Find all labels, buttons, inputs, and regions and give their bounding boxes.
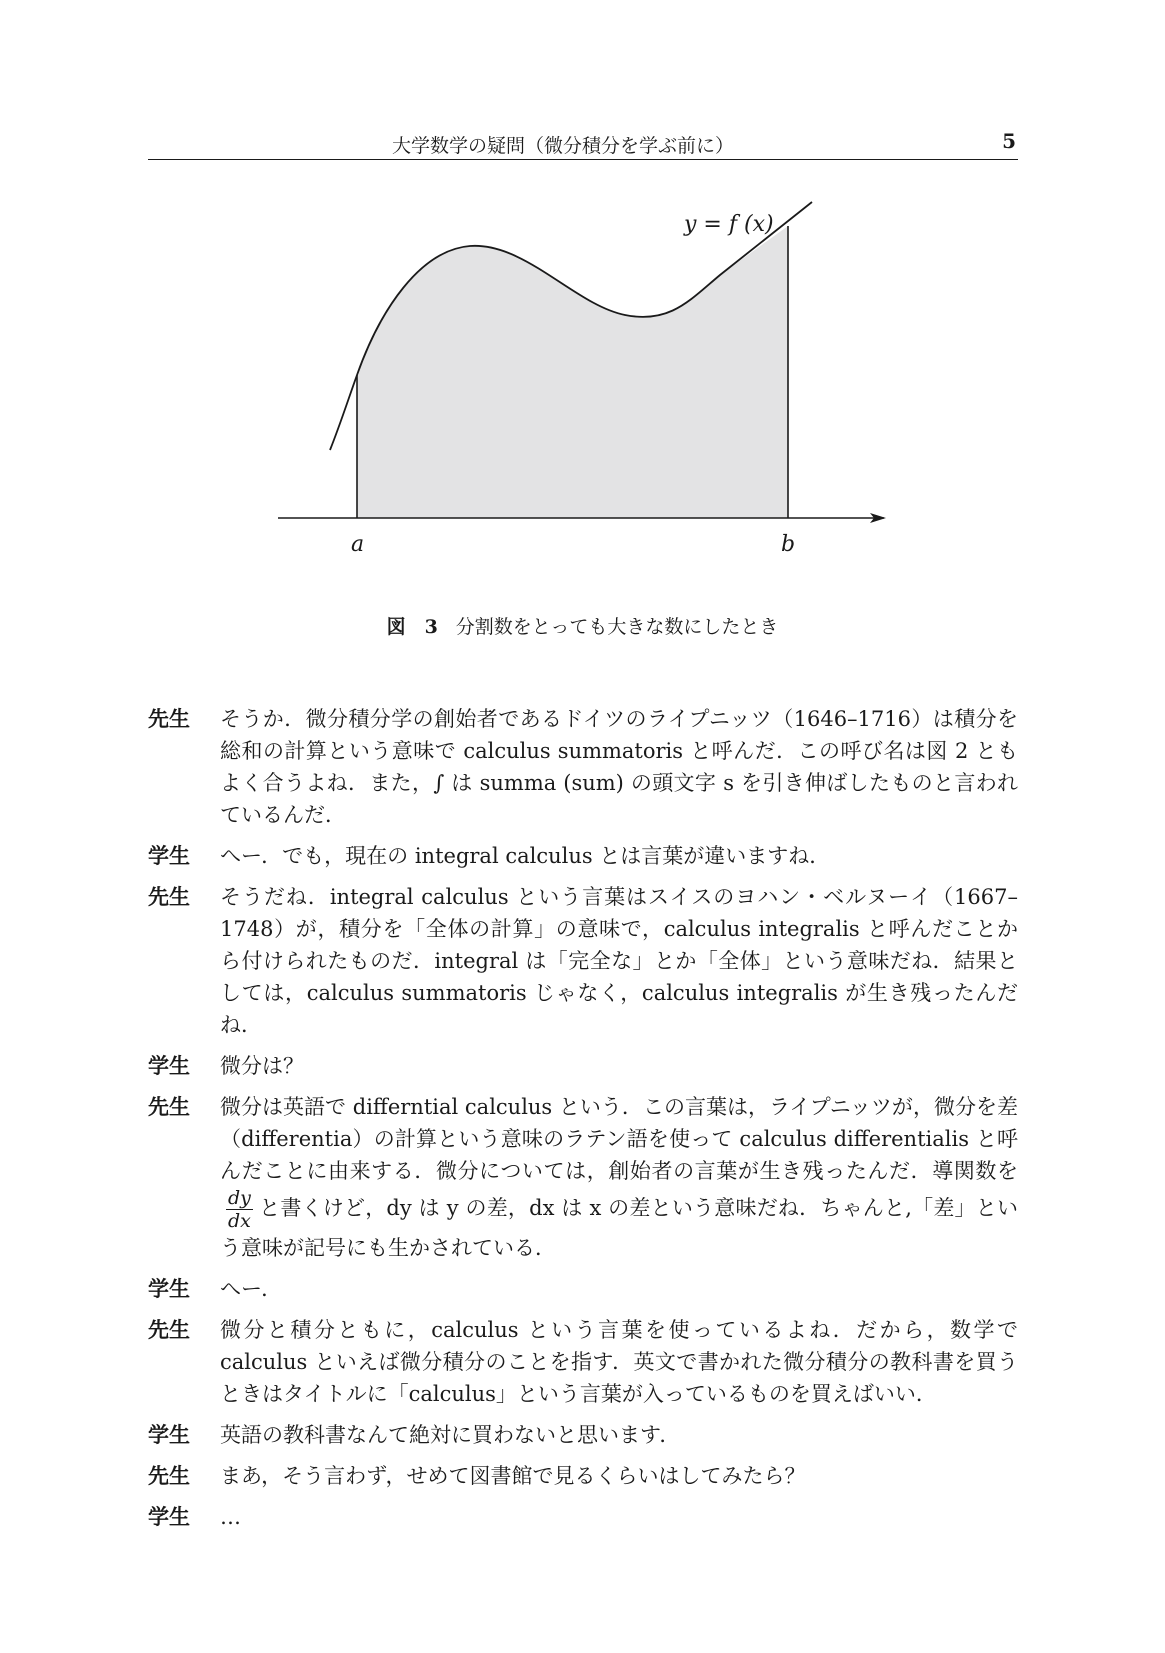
figure-area-under-curve	[0, 180, 1165, 580]
speaker-label: 学生	[148, 1054, 190, 1078]
speaker-label: 先生	[148, 1464, 190, 1488]
dialogue-turn	[148, 1273, 1018, 1305]
dialogue-turn	[148, 881, 1018, 1041]
speaker-label: 学生	[148, 844, 190, 868]
running-title: 大学数学の疑問（微分積分を学ぶ前に）	[391, 135, 734, 157]
speaker-label: 学生	[148, 1423, 190, 1447]
dialogue-turn	[148, 703, 1018, 831]
speech-text	[220, 1091, 1018, 1264]
dialogue	[148, 703, 1018, 1542]
caption-text: 分割数をとっても大きな数にしたとき	[455, 616, 779, 638]
running-head	[148, 127, 1018, 160]
figure-graphic	[0, 180, 1165, 580]
fraction-numerator: dy	[228, 1187, 251, 1209]
figure-caption	[0, 612, 1165, 639]
speaker-label: 先生	[148, 885, 190, 909]
speaker-label: 学生	[148, 1277, 190, 1301]
speech-text: へー．	[220, 1277, 283, 1301]
speech-text: そうだね．integral calculus という言葉はスイスのヨハン・ベルヌーイ（1667–1748）が，積分を「全体の計算」の意味で，calculus integralis と呼んだことから付けられたものだ．integral は「完全な」とか「全体」という意味だね．結果としては，calculus summatoris じゃなく，calculus integralis が生き残ったんだね．	[220, 885, 1018, 1037]
label-b: b	[781, 532, 796, 557]
dialogue-turn	[148, 1419, 1018, 1451]
speaker-label: 先生	[148, 1318, 190, 1342]
speech-text: 微分と積分ともに，calculus という言葉を使っているよね．だから，数学で calculus といえば微分積分のことを指す．英文で書かれた微分積分の教科書を買うときはタイトルに「calculus」という言葉が入っているものを買えばいい．	[220, 1318, 1018, 1406]
speaker-label: 学生	[148, 1505, 190, 1529]
curve-label: y = f (x)	[684, 212, 774, 237]
dialogue-turn	[148, 1091, 1018, 1264]
speech-text: …	[220, 1505, 241, 1529]
speech-text-after: と書くけど，dy は y の差，dx は x の差という意味だね．ちゃんと,「差」という意味が記号にも生かされている．	[220, 1196, 1018, 1260]
dialogue-turn	[148, 1050, 1018, 1082]
fraction-denominator: dx	[228, 1210, 251, 1232]
caption-number: 図 3	[386, 616, 438, 638]
speaker-label: 先生	[148, 1095, 190, 1119]
speech-text: 英語の教科書なんて絶対に買わないと思います．	[220, 1423, 681, 1447]
speech-text: そうか．微分積分学の創始者であるドイツのライプニッツ（1646–1716）は積分を総和の計算という意味で calculus summatoris と呼んだ．この呼び名は図 2 ともよく合うよね．また，∫ は summa (sum) の頭文字 s を引き伸ばしたものと言われているんだ．	[220, 707, 1018, 827]
speaker-label: 先生	[148, 707, 190, 731]
speech-text-before: 微分は英語で differntial calculus という．この言葉は，ライプニッツが，微分を差（differentia）の計算という意味のラテン語を使って calculus differentialis と呼んだことに由来する．微分については，創始者の言葉が生き残ったんだ．導関数を	[220, 1095, 1018, 1183]
dialogue-turn	[148, 840, 1018, 872]
dialogue-turn	[148, 1501, 1018, 1533]
dialogue-turn	[148, 1314, 1018, 1410]
shaded-region	[357, 226, 788, 518]
page-number: 5	[1002, 129, 1016, 153]
label-a: a	[351, 532, 365, 557]
speech-text: まあ，そう言わず，せめて図書館で見るくらいはしてみたら？	[220, 1464, 806, 1488]
speech-text: へー．でも，現在の integral calculus とは言葉が違いますね．	[220, 844, 831, 868]
fraction-dy-dx	[226, 1187, 253, 1232]
speech-text: 微分は？	[220, 1054, 304, 1078]
dialogue-turn	[148, 1460, 1018, 1492]
